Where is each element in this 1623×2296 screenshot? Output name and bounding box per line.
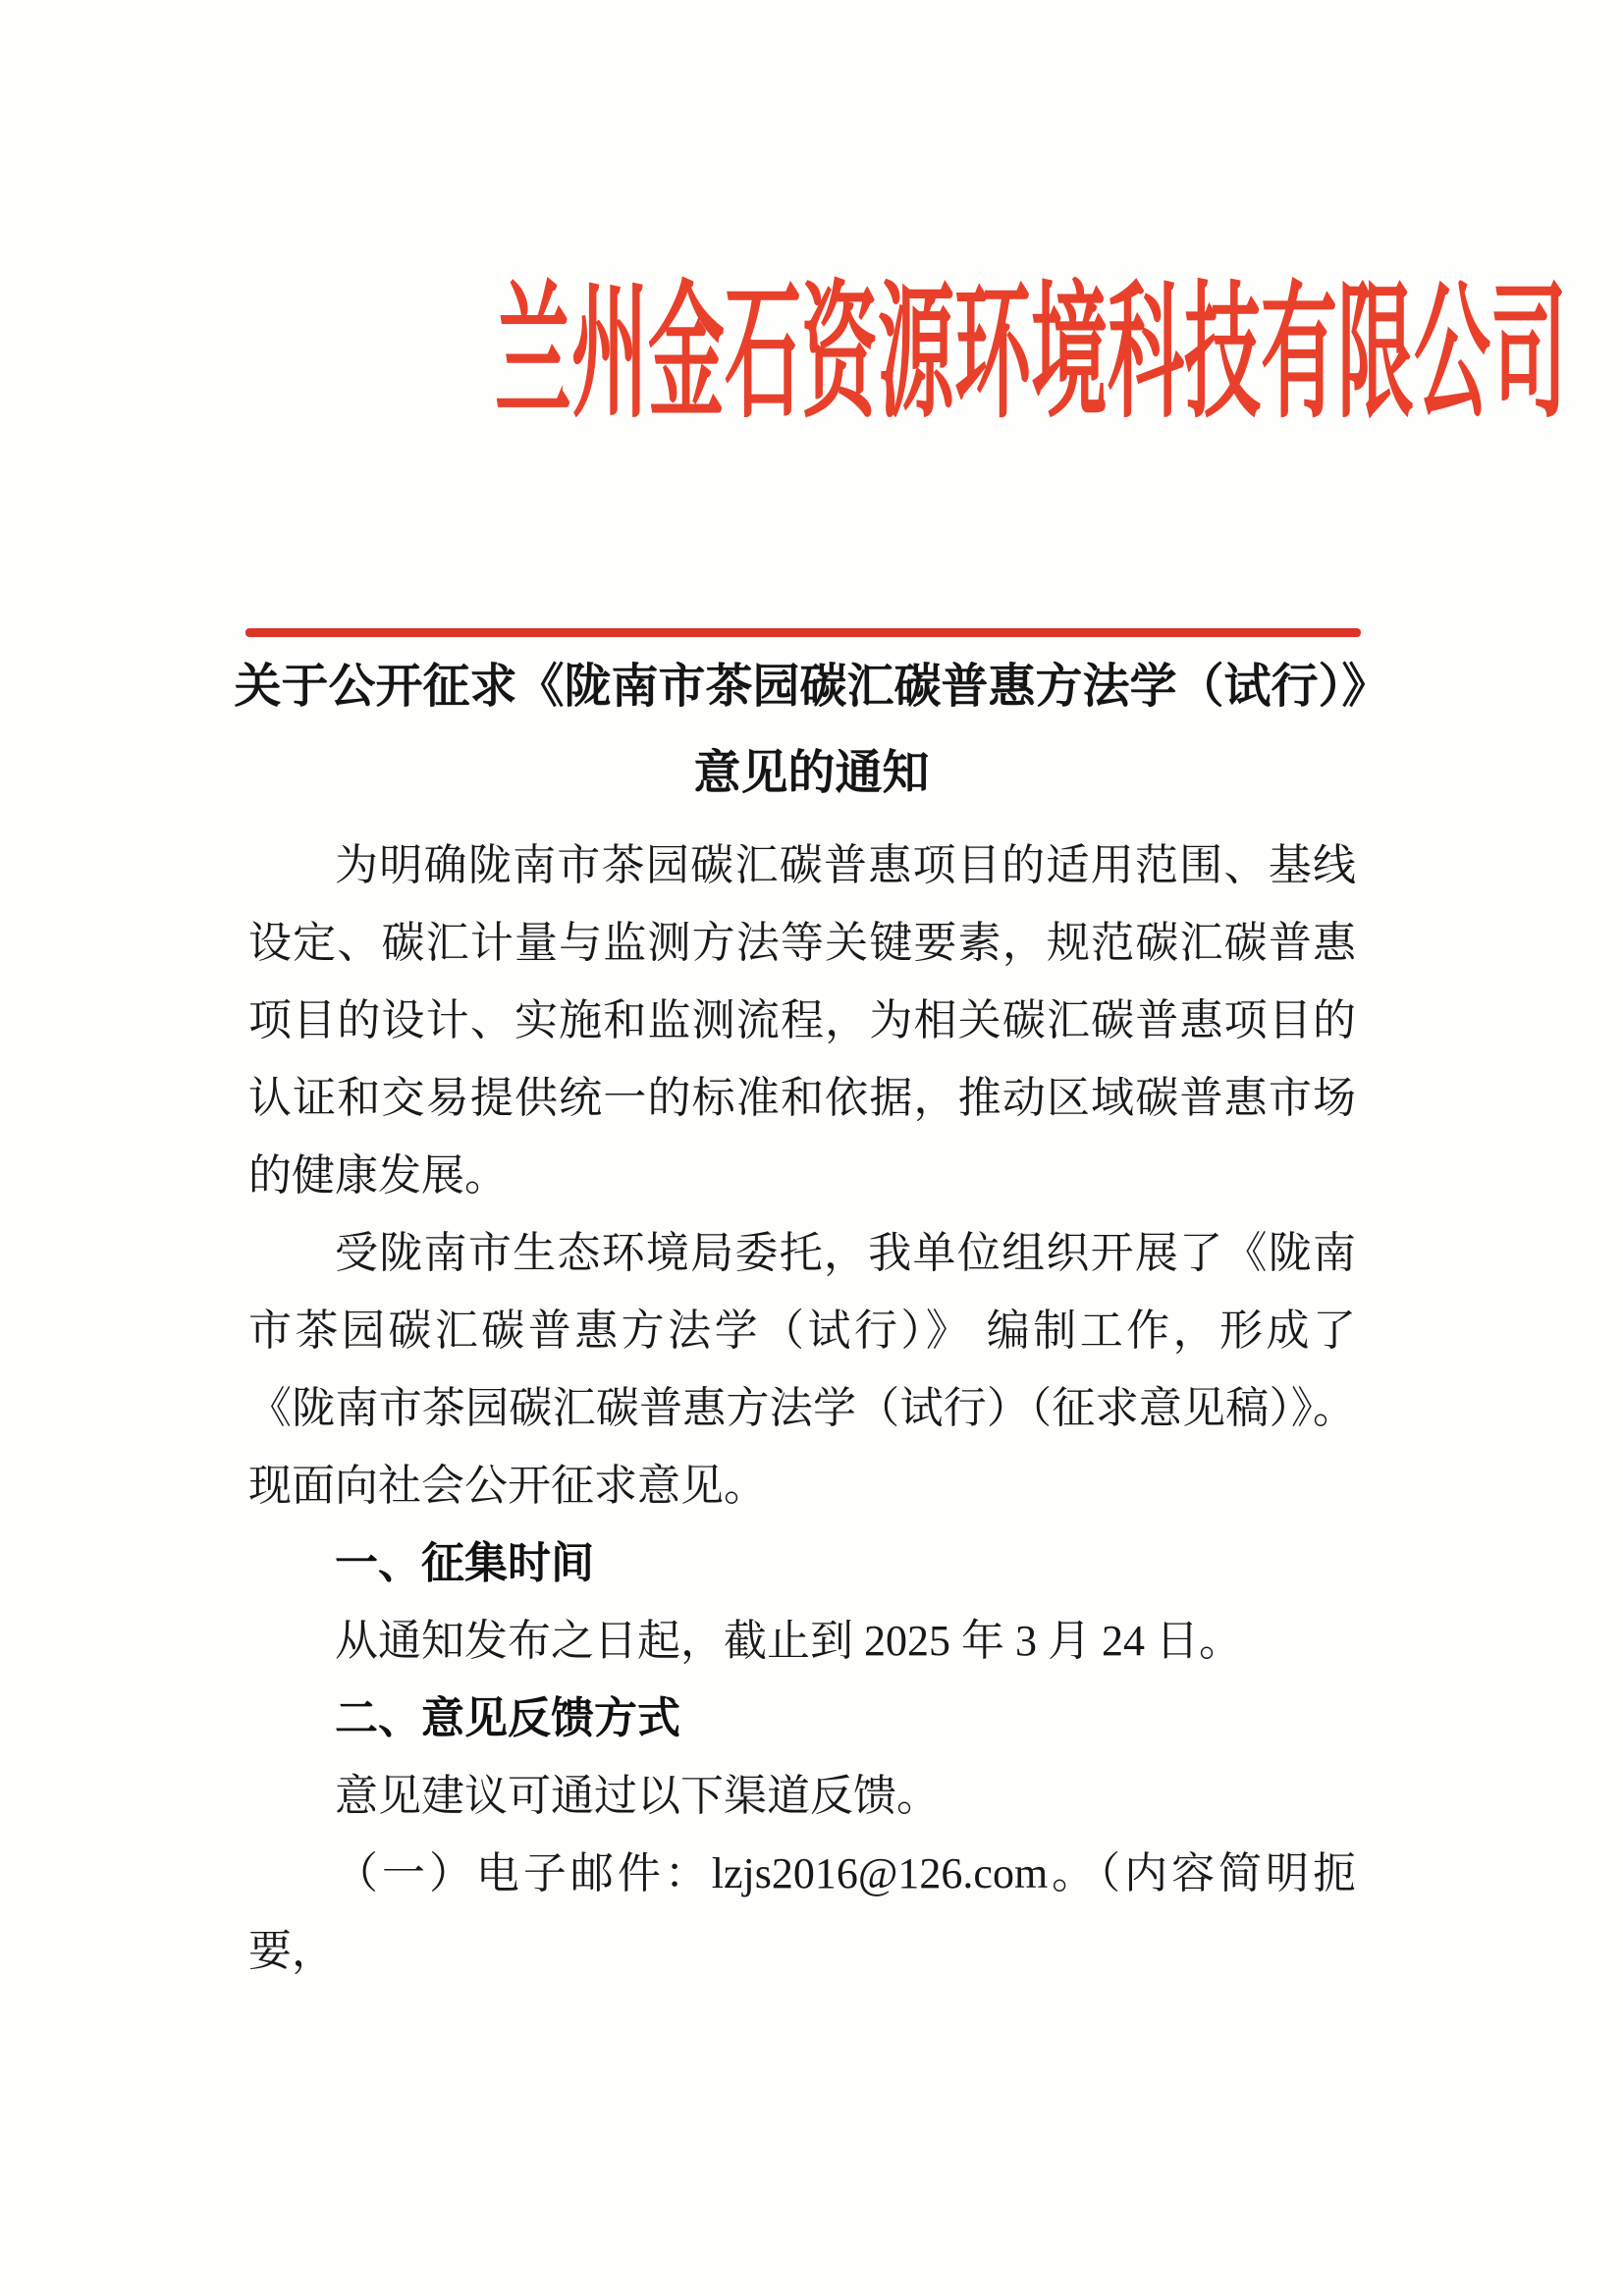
section-1-deadline: 从通知发布之日起，截止到 2025 年 3 月 24 日。 [335, 1617, 1242, 1665]
paragraph-purpose: 为明确陇南市茶园碳汇碳普惠项目的适用范围、基线设定、碳汇计量与监测方法等关键要素，规范碳汇碳普惠项目的设计、实施和监测流程，为相关碳汇碳普惠项目的认证和交易提供统一的标准和依据，推动区域碳普惠市场的健康发展。 [248, 841, 1356, 1200]
notice-title-line2: 意见的通知 [693, 747, 930, 799]
section-2-heading: 二、意见反馈方式 [335, 1694, 680, 1742]
section-2-intro: 意见建议可通过以下渠道反馈。 [335, 1772, 940, 1820]
notice-title-line1: 关于公开征求《陇南市茶园碳汇碳普惠方法学（试行）》 [234, 661, 1389, 713]
notice-body [248, 827, 1356, 1990]
notice-title [0, 644, 1623, 817]
section-1-heading: 一、征集时间 [335, 1539, 594, 1587]
section-2-email-channel: （一）电子邮件：lzjs2016@126.com。（内容简明扼要， [248, 1849, 1356, 1975]
letterhead-divider-line [245, 628, 1361, 637]
letterhead [0, 273, 1623, 436]
paragraph-background: 受陇南市生态环境局委托，我单位组织开展了《陇南市茶园碳汇碳普惠方法学（试行）》 编制工作，形成了《陇南市茶园碳汇碳普惠方法学（试行）（征求意见稿）》。现面向社会公开征求意见。 [248, 1229, 1356, 1510]
letterhead-company-name: 兰州金石资源环境科技有限公司 [495, 273, 1568, 436]
